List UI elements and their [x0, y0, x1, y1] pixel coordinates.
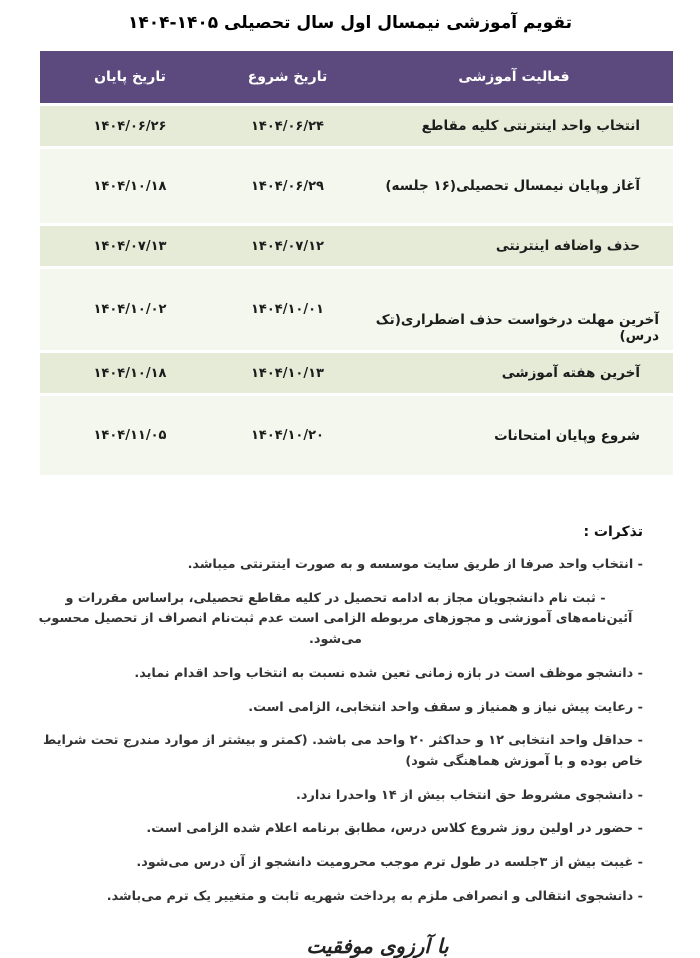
note-item: - دانشجو موظف است در بازه زمانی تعین شده نسبت به انتخاب واحد اقدام نماید. [134, 665, 643, 681]
end-date-cell: ۱۴۰۴/۰۷/۱۳ [40, 226, 220, 266]
column-header-activity: فعالیت آموزشی [355, 51, 673, 103]
table-row [40, 149, 673, 223]
academic-calendar-table [40, 48, 673, 478]
activity-cell: آخرین هفته آموزشی [355, 353, 673, 393]
table-row [40, 269, 673, 350]
table-row [40, 396, 673, 475]
activity-cell: حذف واضافه اینترنتی [355, 226, 673, 266]
start-date-cell: ۱۴۰۴/۰۶/۲۹ [220, 149, 355, 223]
start-date-cell: ۱۴۰۴/۰۶/۲۴ [220, 106, 355, 146]
notes-section [28, 524, 643, 908]
table-header-row [40, 51, 673, 103]
start-date-cell: ۱۴۰۴/۰۷/۱۲ [220, 226, 355, 266]
signature-calligraphy: با آرزوی موفقیت [306, 933, 449, 958]
activity-cell: شروع وپایان امتحانات [355, 396, 673, 475]
start-date-cell: ۱۴۰۴/۱۰/۲۰ [220, 396, 355, 475]
note-item: - انتخاب واحد صرفا از طریق سایت موسسه و به صورت اینترنتی میباشد. [187, 557, 643, 572]
notes-heading: تذکرات : [583, 524, 643, 540]
column-header-start-date: تاریخ شروع [220, 51, 355, 103]
end-date-cell: ۱۴۰۴/۱۰/۱۸ [40, 149, 220, 223]
start-date-cell: ۱۴۰۴/۱۰/۰۱ [220, 269, 355, 350]
table-row [40, 353, 673, 393]
note-item: - رعایت پیش نیاز و همنیاز و سقف واحد انتخابی، الزامی است. [248, 699, 643, 715]
table-row [40, 226, 673, 266]
activity-cell: انتخاب واحد اینترنتی کلیه مقاطع [355, 106, 673, 146]
note-item: - ثبت نام دانشجویان مجاز به ادامه تحصیل در کلیه مقاطع تحصیلی، براساس مقررات و آئین‌نامه‌های آموزشی و مجوزهای مربوطه الزامی است عدم ثبت‌نام انصراف از تحصیل محسوب می‌شود. [38, 590, 633, 648]
end-date-cell: ۱۴۰۴/۱۰/۰۲ [40, 269, 220, 350]
column-header-end-date: تاریخ پایان [40, 51, 220, 103]
activity-cell: آخرین مهلت درخواست حذف اضطراری(تک درس) [355, 269, 673, 350]
table-row [40, 106, 673, 146]
note-item: - دانشجوی انتقالی و انصرافی ملزم به پرداخت شهریه ثابت و متغییر یک ترم می‌باشد. [106, 888, 643, 904]
start-date-cell: ۱۴۰۴/۱۰/۱۳ [220, 353, 355, 393]
end-date-cell: ۱۴۰۴/۱۱/۰۵ [40, 396, 220, 475]
note-item: - غیبت بیش از ۳جلسه در طول ترم موجب محرومیت دانشجو از آن درس می‌شود. [136, 855, 643, 871]
activity-cell: آغاز وپایان نیمسال تحصیلی(۱۶ جلسه) [355, 149, 673, 223]
note-item: - حضور در اولین روز شروع کلاس درس، مطابق برنامه اعلام شده الزامی است. [146, 821, 643, 837]
end-date-cell: ۱۴۰۴/۱۰/۱۸ [40, 353, 220, 393]
note-item: - دانشجوی مشروط حق انتخاب بیش از ۱۴ واحدرا ندارد. [296, 787, 643, 803]
end-date-cell: ۱۴۰۴/۰۶/۲۶ [40, 106, 220, 146]
page-title: تقویم آموزشی نیمسال اول سال تحصیلی ۱۴۰۵-۱۴۰۴ [128, 13, 572, 33]
note-item: - حداقل واحد انتخابی ۱۲ و حداکثر ۲۰ واحد می باشد. (کمتر و بیشتر از موارد مندرج تحت شرایط خاص بوده و با آموزش هماهنگی شود) [43, 733, 643, 770]
